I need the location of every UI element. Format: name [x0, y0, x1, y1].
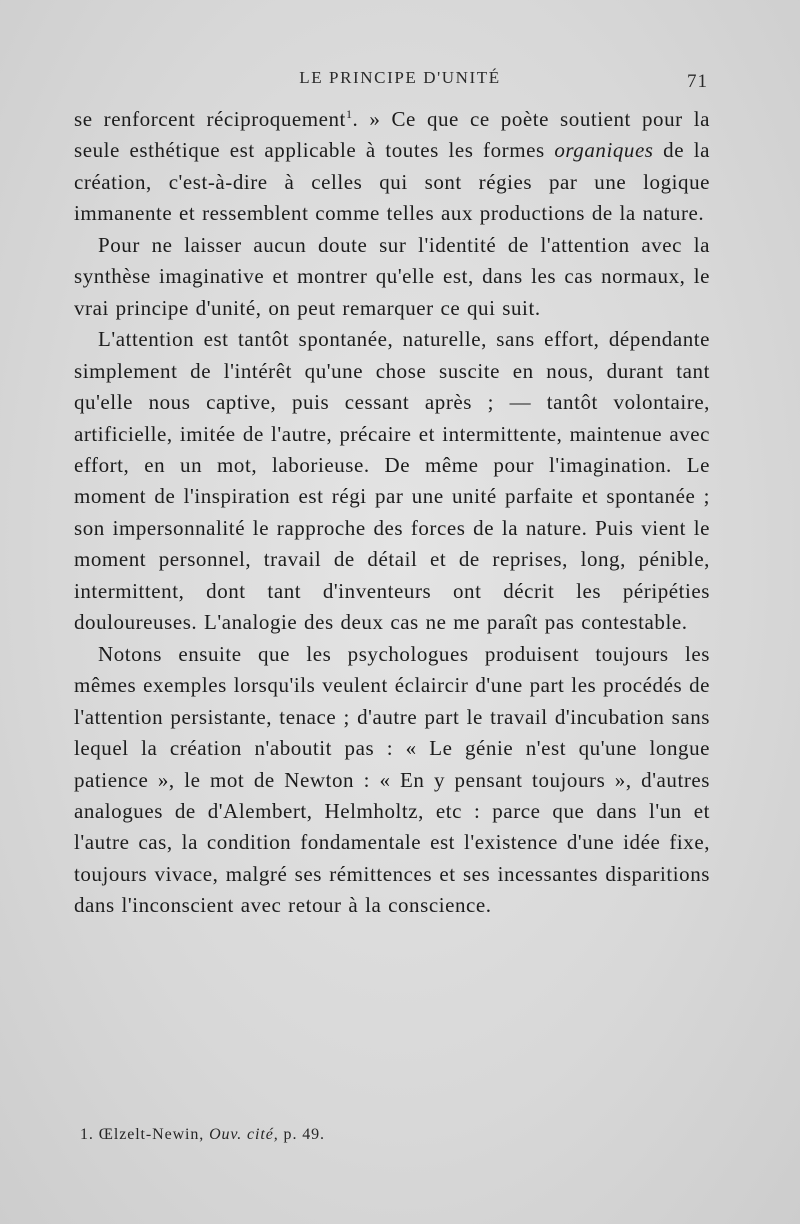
footnote-work: Ouv. cité, [209, 1126, 279, 1143]
italic-word: organiques [554, 138, 654, 163]
paragraph-3: L'attention est tantôt spontanée, naturelle, sans effort, dépendante simplement de l'intérêt qu'une chose suscite en nous, durant tant qu'elle nous captive, puis cessant après ; — tantôt volontaire, artificielle, imitée de l'autre, précaire et intermittente, maintenue avec effort, en un mot, laborieuse. De même pour l'imagination. Le moment de l'inspiration est régi par une unité parfaite et spontanée ; son impersonnalité le rapproche des forces de la nature. Puis vient le moment personnel, travail de détail et de reprises, long, pénible, intermittent, dont tant d'inventeurs ont décrit les péripéties douloureuses. L'analogie des deux cas ne me paraît pas contestable. [74, 327, 710, 635]
footnote-page: p. 49. [283, 1126, 325, 1143]
page-number: 71 [687, 71, 708, 92]
paragraph-1-end: de la création, c'est-à-dire à celles qui sont régies par une logique immanente et ressemblent comme telles aux productions de la nature. [74, 138, 710, 226]
paragraph-4: Notons ensuite que les psychologues produisent toujours les mêmes exemples lorsqu'ils veulent éclaircir d'une part les procédés de l'attention persistante, tenace ; d'autre part le travail d'incubation sans lequel la création n'aboutit pas : « Le génie n'est qu'une longue patience », le mot de Newton : « En y pensant toujours », d'autres analogues de d'Alembert, Helmholtz, etc : parce que dans l'un et l'autre cas, la condition fondamentale est l'existence d'une idée fixe, toujours vivace, malgré ses rémittences et ses incessantes disparitions dans l'inconscient avec retour à la conscience. [74, 641, 710, 918]
paragraph-2: Pour ne laisser aucun doute sur l'identité de l'attention avec la synthèse imaginative et montrer qu'elle est, dans les cas normaux, le vrai principe d'unité, on peut remarquer ce qui suit. [74, 232, 710, 320]
footnote-reference: 1 [345, 107, 353, 121]
footnote-author: Œlzelt-Newin, [98, 1126, 205, 1143]
body-text [74, 104, 710, 922]
footnote [80, 1126, 720, 1144]
paragraph-1-start: se renforcent réciproquement [74, 107, 346, 131]
paragraph-1 [74, 104, 710, 230]
footnote-number: 1. [80, 1126, 94, 1143]
running-title: LE PRINCIPE D'UNITÉ [299, 68, 501, 87]
running-head [0, 68, 800, 92]
paragraph-1-middle: . » Ce que ce poète soutient pour la seule esthétique est applicable à toutes les formes [74, 107, 710, 163]
